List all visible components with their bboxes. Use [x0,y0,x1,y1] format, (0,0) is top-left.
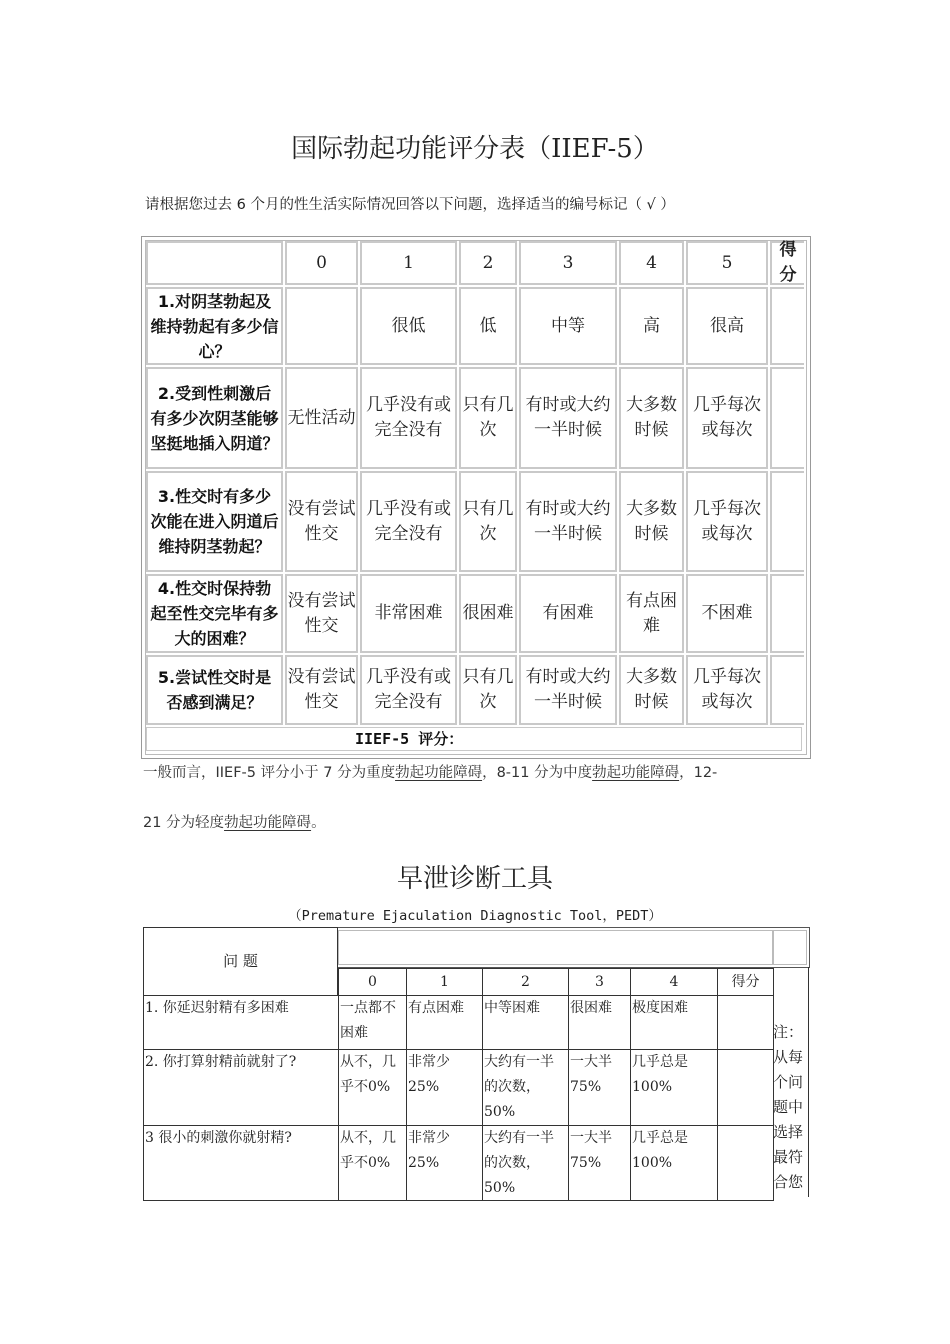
pedt-q3-opt0: 从不，几乎不0% [338,1125,407,1201]
iief-q1-score[interactable] [770,287,804,365]
iief-q3-opt5: 几乎每次或每次 [686,471,768,572]
iief-q2-opt0: 无性活动 [285,367,358,469]
iief-q5-opt3: 有时或大约一半时候 [519,655,617,725]
iief-q2-opt1: 几乎没有或完全没有 [360,367,457,469]
iief-q2-opt5: 几乎每次或每次 [686,367,768,469]
link-ed-3[interactable]: 勃起功能障碍 [224,815,312,831]
pedt-q2-opt4: 几乎总是100% [630,1049,718,1126]
iief-q3-opt1: 几乎没有或完全没有 [360,471,457,572]
note-text-4: 21 分为轻度 [143,815,225,831]
iief-q4-opt5: 不困难 [686,574,768,653]
pedt-title: 早泄诊断工具 [396,864,553,894]
pedt-header-0: 0 [338,968,407,996]
pedt-q1-opt3: 很困难 [568,995,631,1050]
iief-q2-opt3: 有时或大约一半时候 [519,367,617,469]
iief-q1-opt3: 中等 [519,287,617,365]
iief-q4-score[interactable] [770,574,804,653]
iief-q3-score[interactable] [770,471,804,572]
iief-header-blank [146,241,283,285]
pedt-question-2: 2. 你打算射精前就射了? [143,1049,339,1126]
iief-instruction: 请根据您过去 6 个月的性生活实际情况回答以下问题，选择适当的编号标记（ √ ） [145,197,675,213]
note-text-2: ，8-11 分为中度 [482,765,593,781]
iief-header-2: 2 [459,241,517,285]
pedt-header-question: 问 题 [143,927,338,996]
iief-q4-opt4: 有点困难 [619,574,684,653]
iief-title: 国际勃起功能评分表（IIEF-5） [291,134,659,164]
pedt-q1-opt4: 极度困难 [630,995,718,1050]
iief-total-score: IIEF-5 评分： [146,727,802,751]
pedt-header-3: 3 [568,968,631,996]
iief-q5-opt2: 只有几次 [459,655,517,725]
iief-q5-opt0: 没有尝试性交 [285,655,358,725]
note-text-3: ，12- [679,765,718,781]
pedt-q3-opt3: 一大半75% [568,1125,631,1201]
iief-q1-opt4: 高 [619,287,684,365]
link-ed-2[interactable]: 勃起功能障碍 [592,765,680,781]
pedt-q3-opt1: 非常少25% [406,1125,483,1201]
pedt-header-2: 2 [482,968,569,996]
note-text-5: 。 [311,815,326,831]
pedt-q2-opt2: 大约有一半的次数，50% [482,1049,569,1126]
pedt-header-4: 4 [630,968,718,996]
pedt-question-1: 1. 你延迟射精有多困难 [143,995,339,1050]
iief-q1-opt0 [285,287,358,365]
iief-q1-opt1: 很低 [360,287,457,365]
pedt-q1-opt0: 一点都不困难 [338,995,407,1050]
iief-q5-score[interactable] [770,655,804,725]
iief-header-score: 得分 [770,241,804,285]
iief-question-4: 4.性交时保持勃起至性交完毕有多大的困难？ [146,574,283,653]
note-text-1: 一般而言，IIEF-5 评分小于 7 分为重度 [143,765,396,781]
pedt-q1-opt2: 中等困难 [482,995,569,1050]
iief-q5-opt5: 几乎每次或每次 [686,655,768,725]
pedt-q3-opt4: 几乎总是100% [630,1125,718,1201]
pedt-q3-score[interactable] [717,1125,774,1201]
iief-header-4: 4 [619,241,684,285]
iief-note-line1 [143,761,717,782]
iief-question-3: 3.性交时有多少次能在进入阴道后维持阴茎勃起？ [146,471,283,572]
iief-question-5: 5.尝试性交时是否感到满足？ [146,655,283,725]
iief-q2-opt2: 只有几次 [459,367,517,469]
iief-note-line2 [143,811,326,832]
iief-q4-opt0: 没有尝试性交 [285,574,358,653]
link-ed-1[interactable]: 勃起功能障碍 [395,765,483,781]
iief-q3-opt0: 没有尝试性交 [285,471,358,572]
pedt-q2-opt1: 非常少25% [406,1049,483,1126]
pedt-q2-score[interactable] [717,1049,774,1126]
pedt-q3-opt2: 大约有一半的次数，50% [482,1125,569,1201]
iief-q3-opt3: 有时或大约一半时候 [519,471,617,572]
pedt-subtitle: （Premature Ejaculation Diagnostic Tool，PEDT） [288,908,662,924]
pedt-header-1: 1 [406,968,483,996]
iief-q3-opt4: 大多数时候 [619,471,684,572]
iief-q3-opt2: 只有几次 [459,471,517,572]
iief-question-2: 2.受到性刺激后有多少次阴茎能够坚挺地插入阴道？ [146,367,283,469]
pedt-q2-opt0: 从不，几乎不0% [338,1049,407,1126]
pedt-q1-opt1: 有点困难 [406,995,483,1050]
iief-q2-opt4: 大多数时候 [619,367,684,469]
iief-q4-opt1: 非常困难 [360,574,457,653]
iief-header-3: 3 [519,241,617,285]
pedt-header-merged [338,930,773,965]
iief-q5-opt1: 几乎没有或完全没有 [360,655,457,725]
pedt-question-3: 3 很小的刺激你就射精? [143,1125,339,1201]
pedt-q2-opt3: 一大半75% [568,1049,631,1126]
iief-question-1: 1.对阴茎勃起及维持勃起有多少信心？ [146,287,283,365]
iief-header-0: 0 [285,241,358,285]
iief-header-1: 1 [360,241,457,285]
iief-q4-opt3: 有困难 [519,574,617,653]
iief-q2-score[interactable] [770,367,804,469]
iief-header-5: 5 [686,241,768,285]
iief-q5-opt4: 大多数时候 [619,655,684,725]
pedt-side-note: 注：从每个问题中选择最符合您 [773,1023,804,1191]
iief-q1-opt2: 低 [459,287,517,365]
iief-table [141,236,811,759]
iief-q4-opt2: 很困难 [459,574,517,653]
pedt-header-corner [773,930,807,965]
pedt-header-score: 得分 [717,968,774,996]
pedt-q1-score[interactable] [717,995,774,1050]
iief-q1-opt5: 很高 [686,287,768,365]
